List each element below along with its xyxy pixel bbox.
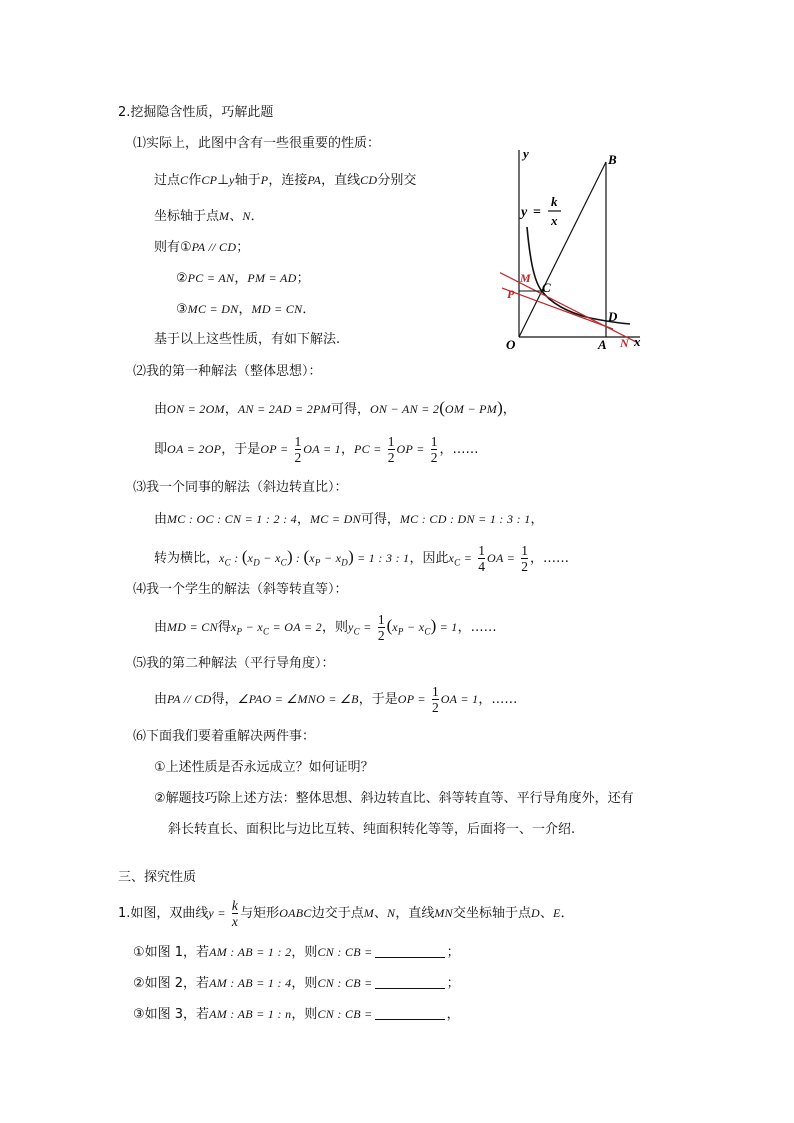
answer-blank[interactable] xyxy=(375,943,445,958)
item-1-line-4: ②PC = AN，PM = AD； xyxy=(176,271,310,286)
item-1-line-3: 则有①PA // CD； xyxy=(154,240,250,255)
item-5-line-1: 由PA // CD得，∠PAO = ∠MNO = ∠B，于是OP = $\frac{1}{2}$ OA = 1，…… xyxy=(154,684,518,715)
item-4-line-1: 由MD = CN得$x_P - x_C$ = OA = 2，则$y_C$ = $\frac{1}{2}$ $(x_P - x_C) = 1$，…… xyxy=(154,612,497,643)
curve-label-y: y xyxy=(521,205,528,220)
label-a: A xyxy=(598,337,607,352)
item-1-line-2: 坐标轴于点M、N． xyxy=(154,209,264,224)
label-o: O xyxy=(506,337,516,352)
label-y: y xyxy=(523,146,529,161)
item-1-line-5: ③MC = DN，MD = CN． xyxy=(176,302,316,317)
label-d: D xyxy=(608,309,618,324)
fraction: $\frac{1}{2}$ xyxy=(294,434,302,465)
answer-blank[interactable] xyxy=(375,1005,445,1020)
item-3-label: ⑶我一个同事的解法（斜边转直比）： xyxy=(133,480,348,495)
fraction: $\frac{1}{4}$ xyxy=(478,543,486,574)
item-3-line-1: 由MC : OC : CN = 1 : 2 : 4，MC = DN可得，MC : CD : DN = 1 : 3 : 1， xyxy=(154,512,544,527)
question-1-item-3: ③如图 3，若AM : AB = 1 : n，则CN : CB = ， xyxy=(133,1007,460,1022)
item-5-label: ⑸我的第二种解法（平行导角度）： xyxy=(133,656,335,671)
answer-blank[interactable] xyxy=(375,974,445,989)
item-4-label: ⑷我一个学生的解法（斜等转直等）： xyxy=(133,582,348,597)
fraction: $\frac{1}{2}$ xyxy=(377,612,385,643)
item-2-line-2: 即OA = 2OP，于是OP = $\frac{1}{2}$ OA = 1，PC = $\frac{1}{2}$ OP = $\frac{1}{2}$ ，…… xyxy=(154,434,479,465)
fraction: $\frac{1}{2}$ xyxy=(430,434,438,465)
question-1-item-1: ①如图 1，若AM : AB = 1 : 2，则CN : CB = ； xyxy=(133,945,460,960)
label-p: P xyxy=(507,287,515,301)
fraction: $\frac{1}{2}$ xyxy=(431,684,439,715)
curve-label-k: k xyxy=(551,194,558,209)
curve-label-eq: = xyxy=(533,205,541,220)
item-3-line-2: 转为横比，$x_C$ : $(x_D - x_C)$ : $(x_P - x_D) = 1$ : 3 : 1，因此$x_C$ = $\frac{1}{4}$ OA = $\frac{1}{2}$ ，…… xyxy=(154,543,570,574)
question-1-item-2: ②如图 2，若AM : AB = 1 : 4，则CN : CB = ； xyxy=(133,976,460,991)
item-2-label: ⑵我的第一种解法（整体思想）： xyxy=(133,364,322,379)
fraction: $\frac{1}{2}$ xyxy=(521,543,529,574)
fraction: $\frac{1}{2}$ xyxy=(387,434,395,465)
curve-label-x: x xyxy=(551,213,558,228)
fraction: $\frac{k}{x}$ xyxy=(231,898,239,929)
geometry-figure xyxy=(500,140,650,355)
item-6-point-2: ②解题技巧除上述方法：整体思想、斜边转直比、斜等转直等、平行导角度外，还有 xyxy=(154,791,634,806)
section-heading: 三、探究性质 xyxy=(118,870,197,885)
label-b: B xyxy=(608,152,617,167)
label-m: M xyxy=(520,271,531,285)
item-2-line-1: 由ON = 2OM，AN = 2AD = 2PM可得，ON − AN = 2(OM − PM)， xyxy=(154,398,516,417)
item-1-label: ⑴实际上，此图中含有一些很重要的性质： xyxy=(133,136,381,151)
item-1-line-6: 基于以上这些性质，有如下解法. xyxy=(154,332,341,347)
item-6-label: ⑹下面我们要着重解决两件事： xyxy=(133,729,316,744)
question-1-stem: 1.如图，双曲线y = $\frac{k}{x}$ 与矩形OABC边交于点M、N，直线MN交坐标轴于点D、E． xyxy=(118,898,574,929)
item-6-point-1: ①上述性质是否永远成立？如何证明？ xyxy=(154,760,374,775)
label-c: C xyxy=(542,280,551,295)
label-x: x xyxy=(634,334,641,349)
item-6-point-2-cont: 斜长转直长、面积比与边比互转、纯面积转化等等，后面将一、一介绍. xyxy=(168,822,576,837)
item-1-line-1: 过点C作CP⊥y轴于P，连接PA，直线CD分别交 xyxy=(154,172,417,188)
section-heading: 2.挖掘隐含性质，巧解此题 xyxy=(118,105,274,120)
label-n: N xyxy=(620,336,629,350)
